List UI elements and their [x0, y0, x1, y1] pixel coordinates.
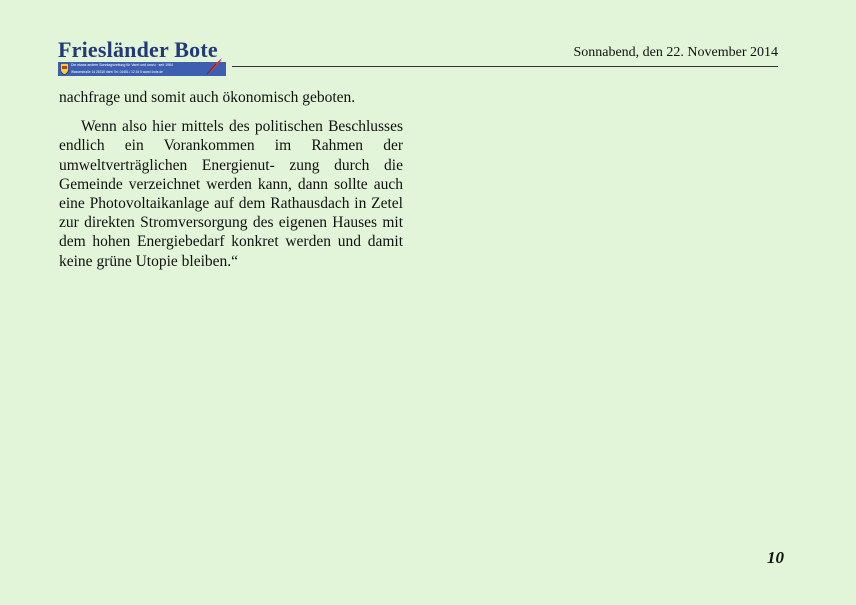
article-paragraph: nachfrage und somit auch ökonomisch geboten.: [59, 89, 356, 106]
crest-icon: [60, 63, 69, 75]
logo-title: Friesländer Bote: [58, 37, 218, 62]
logo-tagline: Die etwas andere Sonntagszeitung für Varel und umzu · seit 1984: [71, 63, 173, 67]
header-divider: [232, 66, 778, 67]
article-paragraph: Wenn also hier mittels des politischen Beschlusses endlich ein Vorankommen im Rahmen der umweltverträglichen Energienut- zung durch die Gemeinde verzeichnet werden kann, dann sollte auch eine Photovoltaikanlage auf dem Rathausdach in Zetel zur direkten Stromversorgung des eigenen Hauses mit dem hohen Energiebedarf konkret werden und damit keine grüne Utopie bleiben.“: [59, 118, 403, 270]
quill-icon: [204, 56, 224, 76]
article-column: [59, 88, 403, 271]
masthead-logo: [58, 38, 226, 76]
page-number: 10: [767, 548, 784, 567]
logo-address: Wasserstraße 14 26316 Varel Tel. 04451 / 12 34 5 www.f-bote.de: [71, 70, 163, 74]
logo-band: [58, 62, 226, 76]
issue-date: Sonnabend, den 22. November 2014: [573, 45, 778, 60]
